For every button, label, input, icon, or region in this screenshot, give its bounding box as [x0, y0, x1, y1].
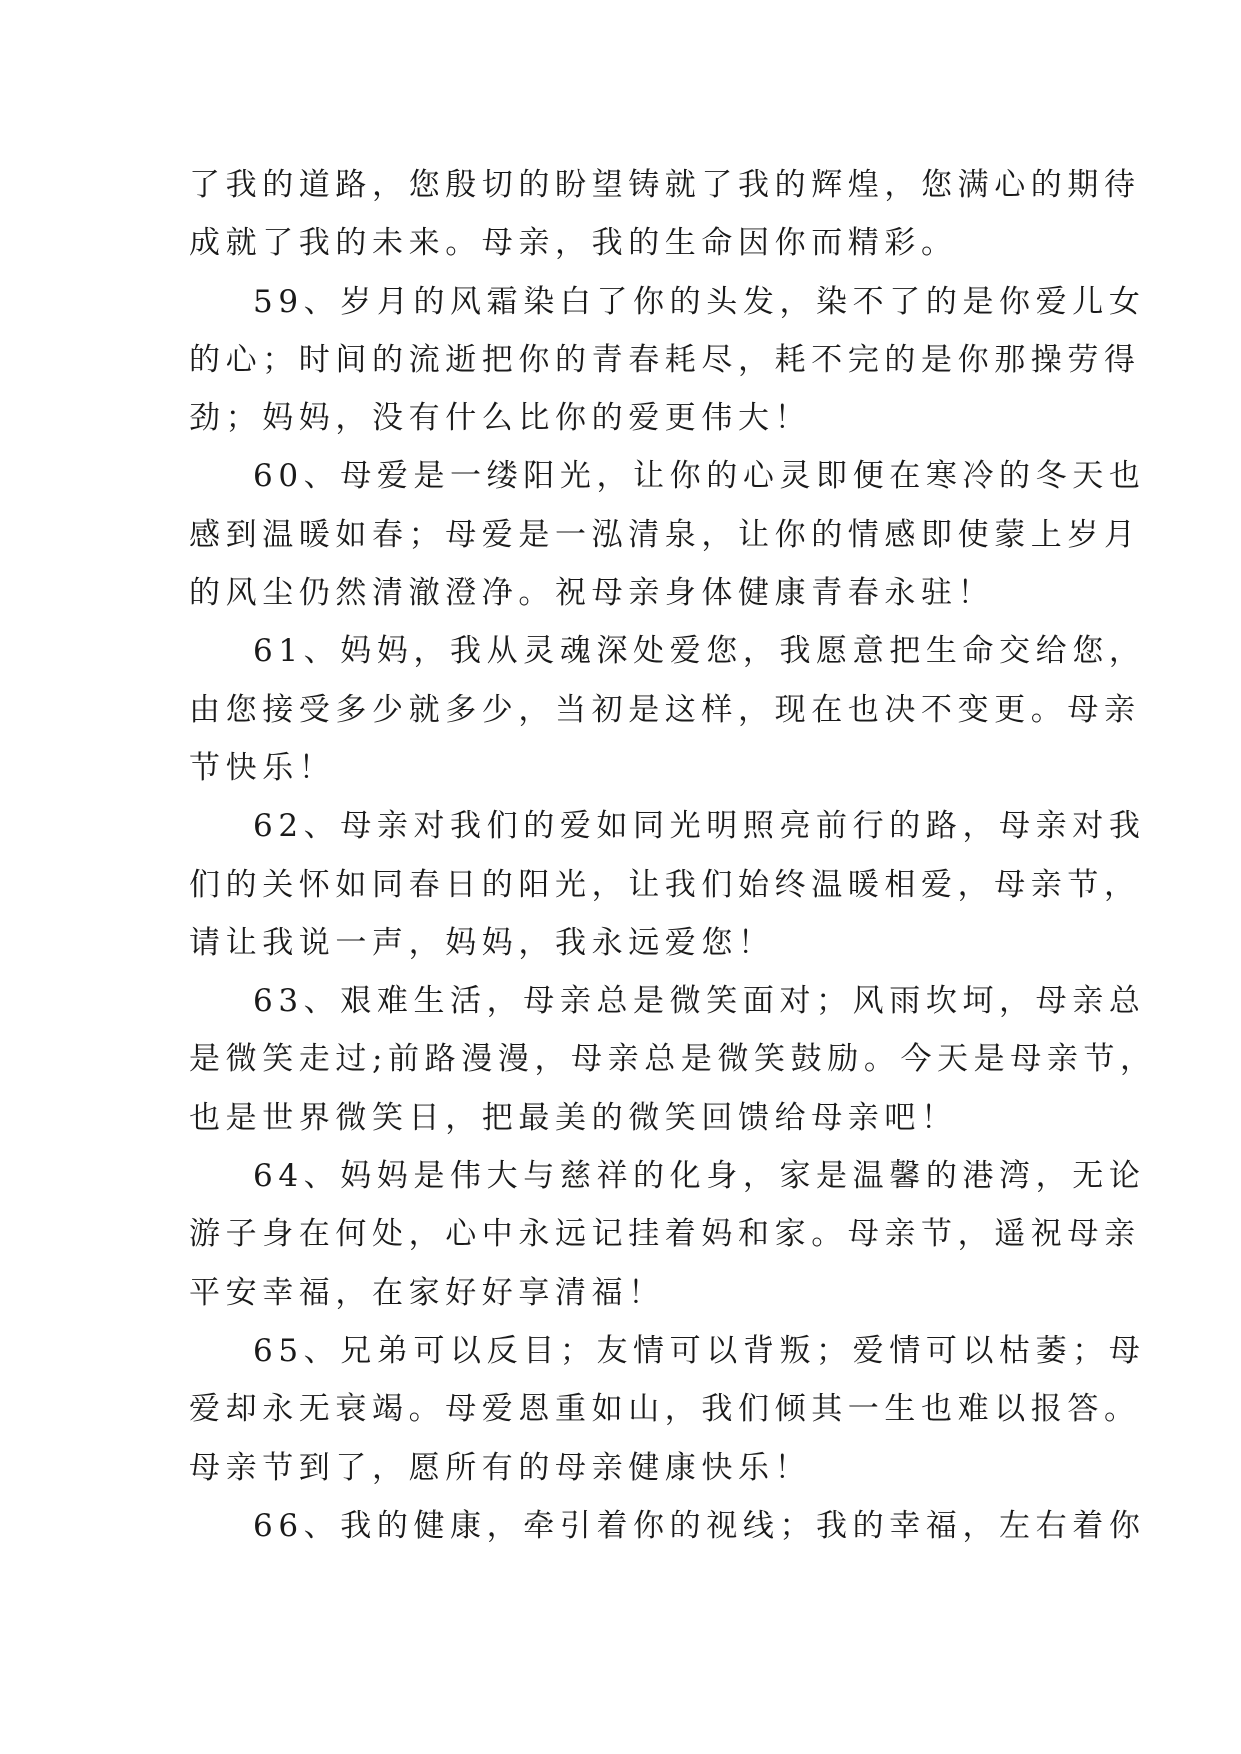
text-line: 60、母爱是一缕阳光，让你的心灵即便在寒冷的冬天也 — [253, 458, 1146, 495]
text-line: 66、我的健康，牵引着你的视线；我的幸福，左右着你 — [253, 1507, 1146, 1544]
text-line: 节快乐！ — [189, 749, 336, 786]
paragraph-65 — [189, 1322, 1146, 1497]
text-line: 母亲节到了，愿所有的母亲健康快乐！ — [189, 1449, 812, 1486]
text-line: 的心；时间的流逝把你的青春耗尽，耗不完的是你那操劳得 — [189, 341, 1141, 378]
text-line: 63、艰难生活，母亲总是微笑面对；风雨坎坷，母亲总 — [253, 983, 1146, 1020]
text-line: 64、妈妈是伟大与慈祥的化身，家是温馨的港湾，无论 — [253, 1158, 1146, 1195]
text-line: 由您接受多少就多少，当初是这样，现在也决不变更。母亲 — [189, 691, 1141, 728]
text-line: 的风尘仍然清澈澄净。祝母亲身体健康青春永驻！ — [189, 575, 995, 612]
text-line: 了我的道路，您殷切的盼望铸就了我的辉煌，您满心的期待 — [189, 167, 1141, 203]
paragraph-64 — [189, 1147, 1146, 1322]
text-line: 成就了我的未来。母亲，我的生命因你而精彩。 — [189, 225, 958, 262]
text-line: 感到温暖如春；母爱是一泓清泉，让你的情感即使蒙上岁月 — [189, 516, 1141, 553]
text-line: 爱却永无衰竭。母爱恩重如山，我们倾其一生也难以报答。 — [189, 1391, 1141, 1428]
paragraph-62 — [189, 797, 1146, 972]
text-line: 劲；妈妈，没有什么比你的爱更伟大！ — [189, 400, 812, 437]
paragraph-60 — [189, 447, 1146, 622]
text-line: 62、母亲对我们的爱如同光明照亮前行的路，母亲对我 — [253, 808, 1146, 845]
text-line: 游子身在何处，心中永远记挂着妈和家。母亲节，遥祝母亲 — [189, 1216, 1141, 1253]
text-line: 65、兄弟可以反目；友情可以背叛；爱情可以枯萎；母 — [253, 1332, 1146, 1369]
paragraph-61 — [189, 622, 1146, 797]
text-line: 请让我说一声，妈妈，我永远爱您！ — [189, 924, 775, 961]
document-body — [189, 156, 1157, 1555]
text-line: 们的关怀如同春日的阳光，让我们始终温暖相爱，母亲节， — [189, 866, 1141, 903]
paragraph-58-continuation — [189, 156, 1141, 273]
text-line: 平安幸福，在家好好享清福！ — [189, 1274, 665, 1311]
paragraph-63 — [189, 972, 1157, 1147]
text-line: 也是世界微笑日，把最美的微笑回馈给母亲吧！ — [189, 1099, 958, 1136]
text-line: 59、岁月的风霜染白了你的头发，染不了的是你爱儿女 — [253, 283, 1146, 320]
text-line: 是微笑走过;前路漫漫，母亲总是微笑鼓励。今天是母亲节， — [189, 1041, 1157, 1078]
text-line: 61、妈妈，我从灵魂深处爱您，我愿意把生命交给您， — [253, 633, 1146, 670]
paragraph-66 — [189, 1497, 1146, 1555]
paragraph-59 — [189, 273, 1146, 448]
